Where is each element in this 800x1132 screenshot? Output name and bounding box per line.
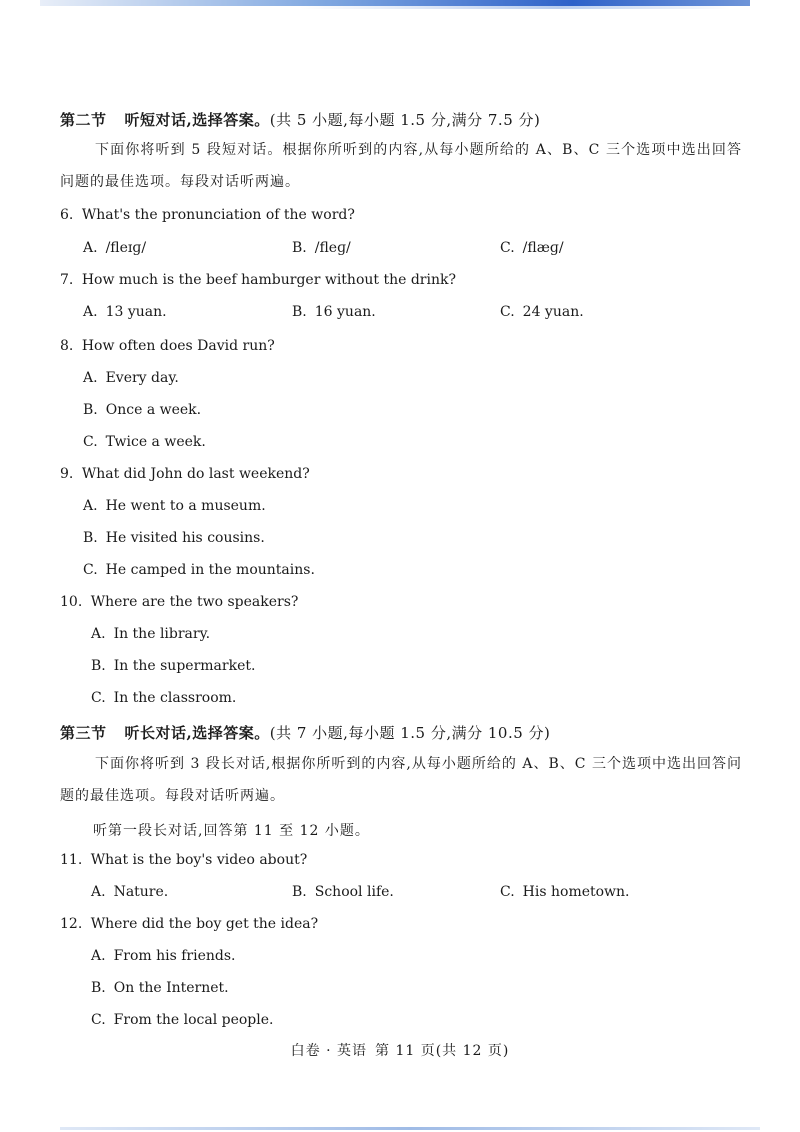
option-text: In the classroom. bbox=[113, 690, 237, 706]
option-letter: A. bbox=[83, 498, 98, 514]
question-10-option-b[interactable] bbox=[91, 658, 255, 674]
option-text: /fleɪɡ/ bbox=[105, 240, 147, 256]
question-11-option-c[interactable] bbox=[500, 884, 630, 900]
question-7-option-b[interactable] bbox=[292, 304, 376, 320]
scan-edge-top-shadow bbox=[300, 6, 730, 9]
question-10-option-c[interactable] bbox=[91, 690, 236, 706]
question-text: What is the boy's video about? bbox=[90, 852, 308, 868]
option-text: 13 yuan. bbox=[105, 304, 167, 320]
option-text: He went to a museum. bbox=[105, 498, 266, 514]
option-letter: C. bbox=[91, 690, 106, 706]
option-text: He visited his cousins. bbox=[105, 530, 265, 546]
question-7-option-c[interactable] bbox=[500, 304, 584, 320]
section3-number: 第三节 bbox=[60, 724, 107, 742]
option-text: /fleɡ/ bbox=[314, 240, 351, 256]
question-11-option-b[interactable] bbox=[292, 884, 394, 900]
section3-instructions: 下面你将听到 3 段长对话,根据你所听到的内容,从每小题所给的 A、B、C 三个选项中选出回答问题的最佳选项。每段对话听两遍。 bbox=[60, 756, 742, 804]
question-11 bbox=[60, 852, 307, 868]
footer-paper-label: 白卷 · 英语 bbox=[290, 1043, 367, 1059]
question-number: 10. bbox=[60, 594, 83, 610]
option-text: /flæɡ/ bbox=[522, 240, 564, 256]
question-8-option-b[interactable] bbox=[83, 402, 201, 418]
option-letter: B. bbox=[91, 980, 106, 996]
option-letter: A. bbox=[83, 240, 98, 256]
option-text: In the library. bbox=[113, 626, 211, 642]
question-9-option-a[interactable] bbox=[83, 498, 266, 514]
question-12-option-c[interactable] bbox=[91, 1012, 273, 1028]
option-letter: B. bbox=[83, 402, 98, 418]
option-letter: B. bbox=[91, 658, 106, 674]
question-8 bbox=[60, 338, 275, 354]
option-text: On the Internet. bbox=[113, 980, 229, 996]
question-6-option-a[interactable] bbox=[83, 240, 146, 256]
question-6-option-c[interactable] bbox=[500, 240, 564, 256]
option-text: In the supermarket. bbox=[113, 658, 256, 674]
section3-heading bbox=[60, 722, 550, 743]
option-letter: C. bbox=[500, 304, 515, 320]
question-12-option-b[interactable] bbox=[91, 980, 229, 996]
question-10 bbox=[60, 594, 298, 610]
option-letter: A. bbox=[91, 948, 106, 964]
question-9 bbox=[60, 466, 310, 482]
option-letter: C. bbox=[91, 1012, 106, 1028]
option-text: Twice a week. bbox=[105, 434, 206, 450]
option-text: From the local people. bbox=[113, 1012, 274, 1028]
question-7 bbox=[60, 272, 456, 288]
question-text: Where did the boy get the idea? bbox=[90, 916, 319, 932]
option-letter: B. bbox=[292, 304, 307, 320]
option-letter: B. bbox=[83, 530, 98, 546]
option-letter: B. bbox=[292, 884, 307, 900]
question-6-option-b[interactable] bbox=[292, 240, 351, 256]
question-7-option-a[interactable] bbox=[83, 304, 167, 320]
section3-note: (共 7 小题,每小题 1.5 分,满分 10.5 分) bbox=[269, 724, 551, 742]
option-text: Once a week. bbox=[105, 402, 202, 418]
option-letter: C. bbox=[500, 240, 515, 256]
option-text: Every day. bbox=[105, 370, 179, 386]
option-letter: A. bbox=[83, 304, 98, 320]
option-text: His hometown. bbox=[522, 884, 630, 900]
footer-page-number: 第 11 页(共 12 页) bbox=[375, 1043, 510, 1059]
option-letter: A. bbox=[91, 626, 106, 642]
scan-edge-bottom bbox=[60, 1127, 760, 1130]
question-number: 6. bbox=[60, 207, 74, 223]
section2-instructions: 下面你将听到 5 段短对话。根据你所听到的内容,从每小题所给的 A、B、C 三个选项中选出回答问题的最佳选项。每段对话听两遍。 bbox=[60, 142, 742, 190]
section2-note: (共 5 小题,每小题 1.5 分,满分 7.5 分) bbox=[269, 111, 541, 129]
option-text: From his friends. bbox=[113, 948, 236, 964]
question-11-option-a[interactable] bbox=[91, 884, 168, 900]
option-letter: C. bbox=[83, 434, 98, 450]
section2-number: 第二节 bbox=[60, 111, 107, 129]
page-footer bbox=[0, 1040, 800, 1060]
question-number: 9. bbox=[60, 466, 74, 482]
option-letter: A. bbox=[91, 884, 106, 900]
question-number: 12. bbox=[60, 916, 83, 932]
question-text: What's the pronunciation of the word? bbox=[81, 207, 355, 223]
option-text: Nature. bbox=[113, 884, 169, 900]
question-6 bbox=[60, 207, 355, 223]
question-12 bbox=[60, 916, 318, 932]
option-letter: C. bbox=[500, 884, 515, 900]
option-letter: B. bbox=[292, 240, 307, 256]
question-12-option-a[interactable] bbox=[91, 948, 236, 964]
dialogue1-instruction: 听第一段长对话,回答第 11 至 12 小题。 bbox=[93, 823, 370, 839]
question-8-option-c[interactable] bbox=[83, 434, 206, 450]
option-text: School life. bbox=[314, 884, 394, 900]
question-number: 11. bbox=[60, 852, 83, 868]
question-9-option-c[interactable] bbox=[83, 562, 315, 578]
question-text: Where are the two speakers? bbox=[90, 594, 299, 610]
section3-title: 听长对话,选择答案。 bbox=[124, 724, 270, 742]
question-text: How much is the beef hamburger without the drink? bbox=[81, 272, 456, 288]
question-10-option-a[interactable] bbox=[91, 626, 210, 642]
question-8-option-a[interactable] bbox=[83, 370, 179, 386]
option-text: 16 yuan. bbox=[314, 304, 376, 320]
option-text: 24 yuan. bbox=[522, 304, 584, 320]
question-9-option-b[interactable] bbox=[83, 530, 265, 546]
question-text: How often does David run? bbox=[81, 338, 275, 354]
question-number: 7. bbox=[60, 272, 74, 288]
option-letter: A. bbox=[83, 370, 98, 386]
section2-title: 听短对话,选择答案。 bbox=[124, 111, 270, 129]
section2-heading bbox=[60, 109, 540, 130]
question-text: What did John do last weekend? bbox=[81, 466, 310, 482]
option-letter: C. bbox=[83, 562, 98, 578]
question-number: 8. bbox=[60, 338, 74, 354]
option-text: He camped in the mountains. bbox=[105, 562, 315, 578]
